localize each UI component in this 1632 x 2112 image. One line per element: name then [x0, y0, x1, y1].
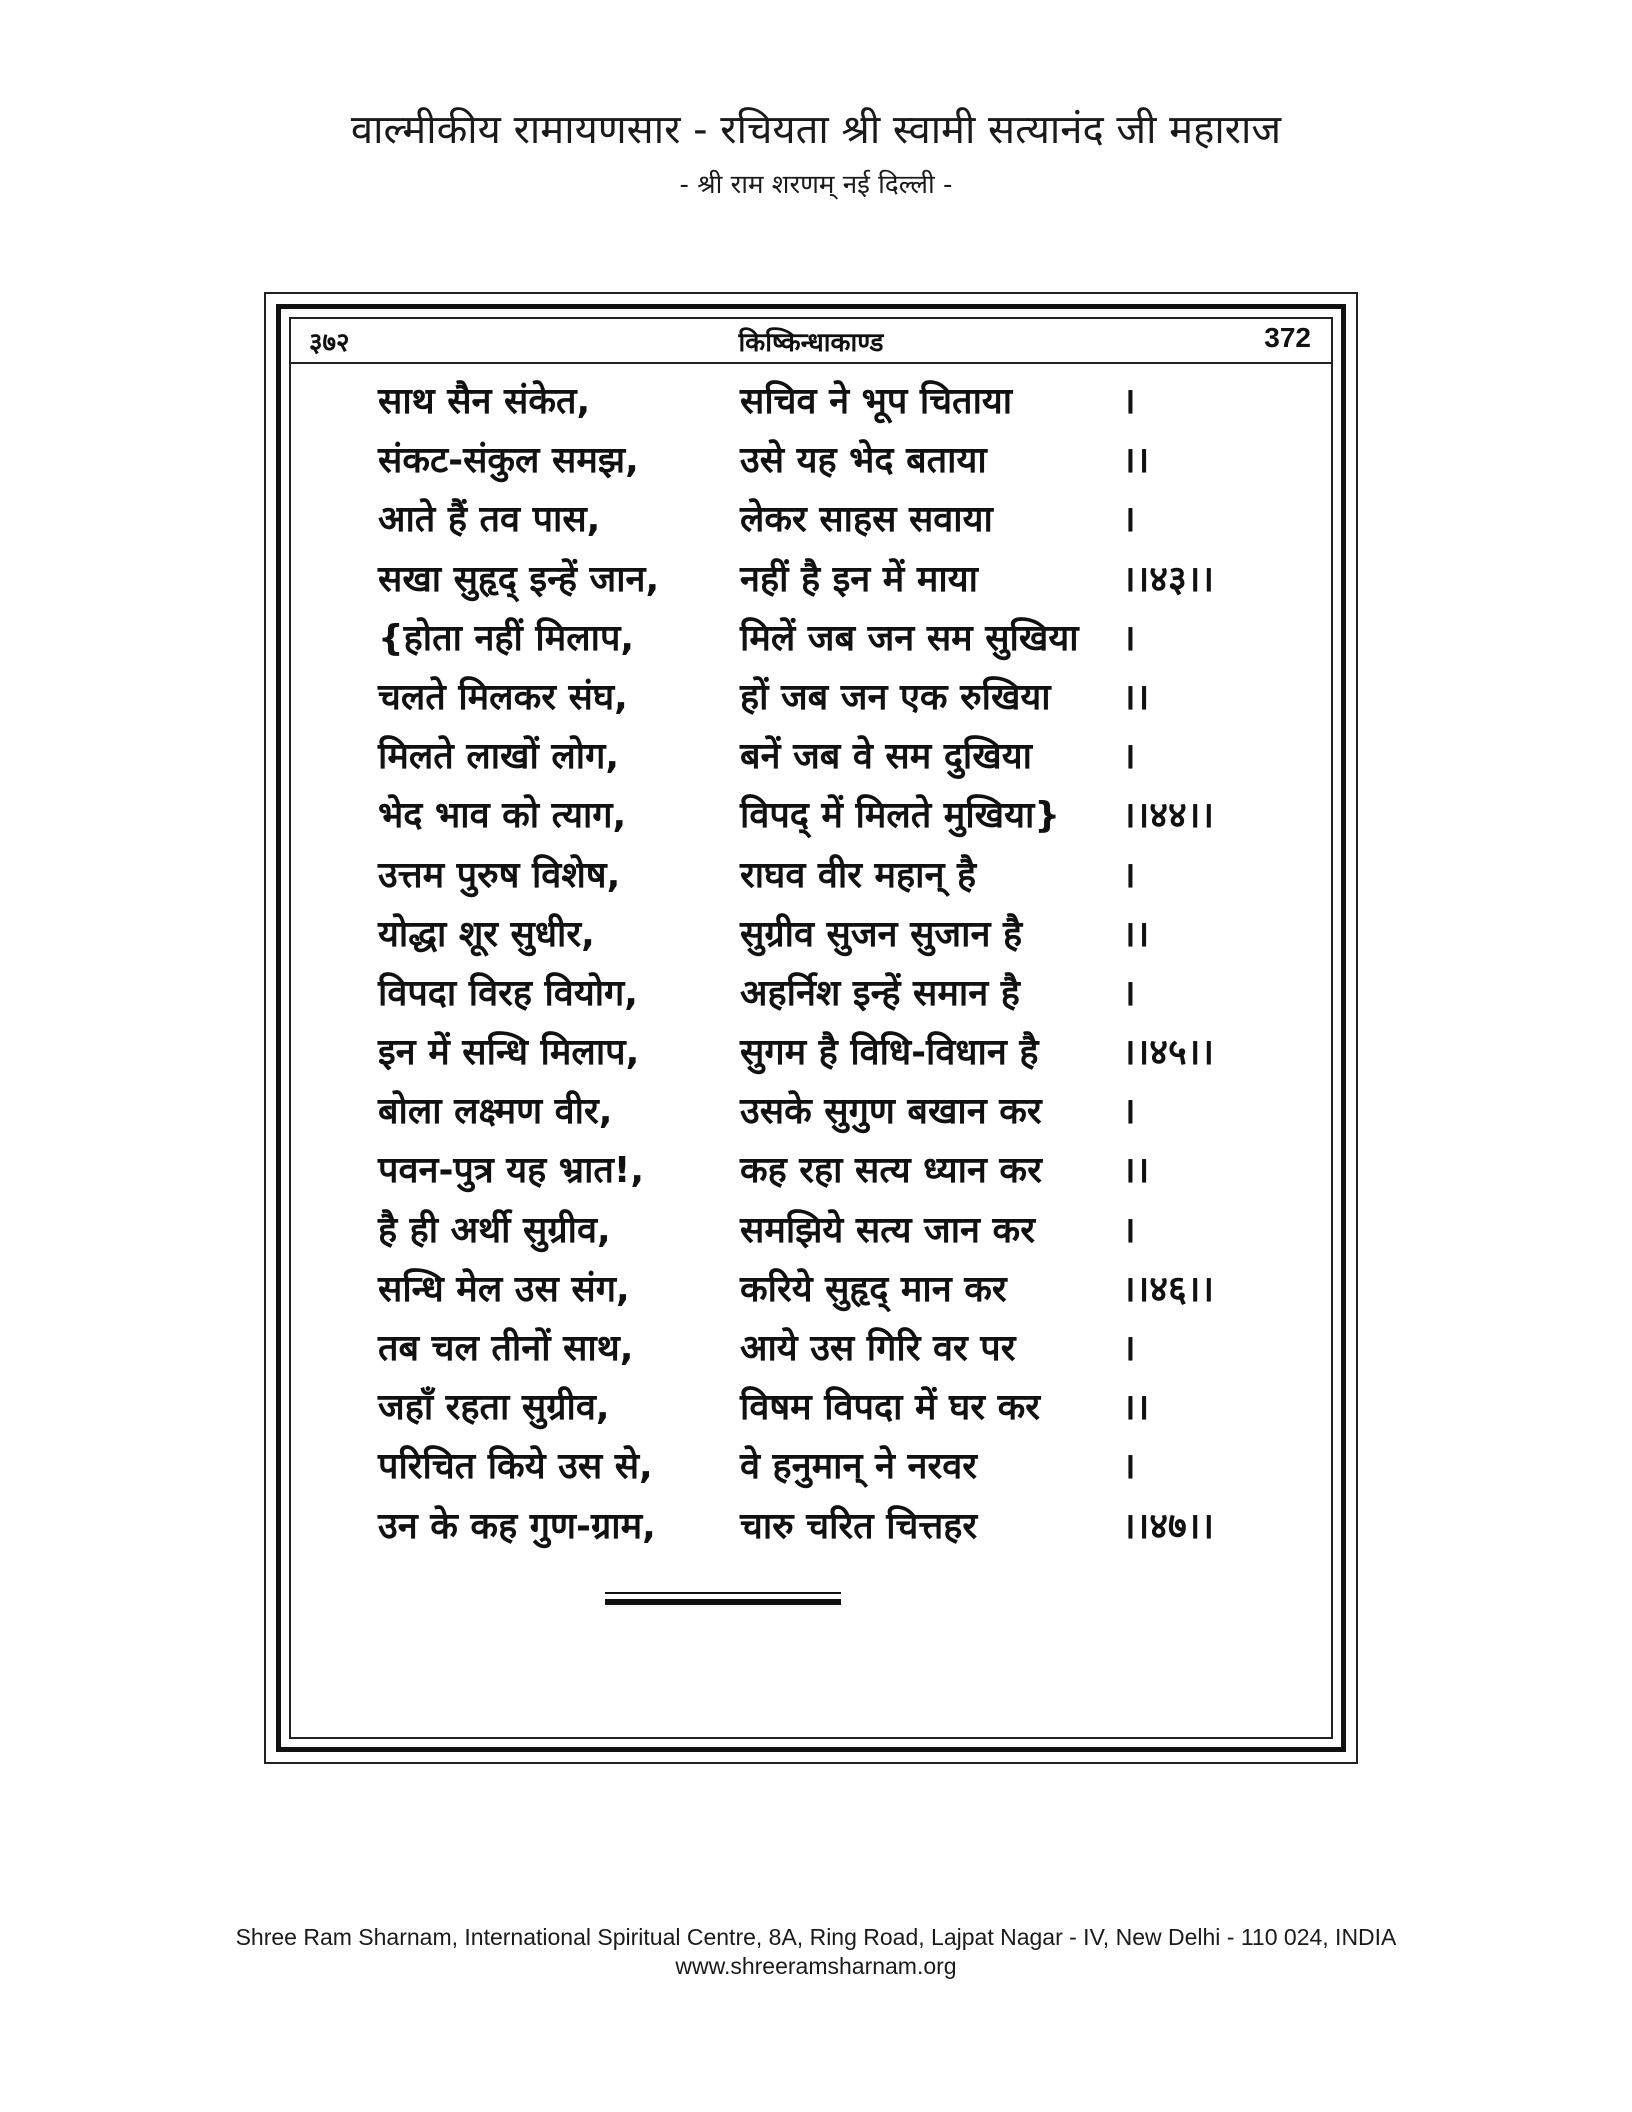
verse-line	[378, 377, 1258, 436]
verse-end-mark: ।	[1122, 1446, 1136, 1488]
verse-block	[378, 377, 1258, 1561]
verse-first-half: मिलते लाखों लोग,	[378, 736, 620, 778]
verse-second-half: नहीं है इन में माया	[740, 558, 978, 600]
book-subtitle: - श्री राम शरणम् नई दिल्ली -	[679, 170, 953, 200]
verse-first-half: तब चल तीनों साथ,	[378, 1328, 634, 1369]
verse-end-mark: ।।४७।।	[1122, 1505, 1215, 1547]
verse-line	[378, 673, 1258, 732]
verse-first-half: बोला लक्ष्मण वीर,	[378, 1091, 613, 1133]
verse-end-mark: ।।	[1122, 676, 1150, 718]
verse-second-half: उसके सुगुण बखान कर	[740, 1091, 1042, 1133]
verse-second-half: उसे यह भेद बताया	[740, 440, 987, 482]
verse-line	[378, 910, 1258, 969]
verse-second-half: मिलें जब जन सम सुखिया	[740, 617, 1079, 659]
verse-line	[378, 1442, 1258, 1501]
verse-first-half: {होता नहीं मिलाप,	[378, 617, 635, 659]
verse-end-mark: ।।४६।।	[1122, 1268, 1215, 1310]
verse-first-half: विपदा विरह वियोग,	[378, 972, 638, 1014]
verse-end-mark: ।	[1122, 736, 1136, 778]
verse-line	[378, 1265, 1258, 1324]
verse-line	[378, 1502, 1258, 1561]
verse-first-half: योद्धा शूर सुधीर,	[378, 913, 595, 955]
verse-end-mark: ।।	[1122, 1150, 1150, 1192]
verse-first-half: पवन-पुत्र यह भ्रात!,	[378, 1150, 645, 1192]
verse-end-mark: ।।४४।।	[1122, 795, 1215, 837]
verse-second-half: बनें जब वे सम दुखिया	[740, 736, 1032, 778]
verse-second-half: करिये सुहृद् मान कर	[740, 1268, 1007, 1310]
verse-end-mark: ।	[1122, 1091, 1136, 1133]
page-header	[291, 318, 1331, 364]
verse-line	[378, 1206, 1258, 1265]
verse-second-half: सुग्रीव सुजन सुजान है	[740, 913, 1023, 955]
verse-end-mark: ।	[1122, 381, 1136, 422]
verse-second-half: हों जब जन एक रुखिया	[740, 676, 1051, 718]
verse-end-mark: ।।	[1122, 440, 1150, 482]
verse-second-half: अहर्निश इन्हें समान है	[740, 972, 1020, 1014]
end-rule-thin	[605, 1592, 841, 1594]
verse-second-half: आये उस गिरि वर पर	[740, 1328, 1016, 1369]
page-number-english: 372	[1264, 322, 1311, 353]
verse-line	[378, 614, 1258, 673]
verse-line	[378, 969, 1258, 1028]
verse-end-mark: ।	[1122, 1328, 1136, 1369]
verse-first-half: सन्धि मेल उस संग,	[378, 1268, 630, 1310]
verse-end-mark: ।	[1122, 854, 1136, 896]
verse-second-half: सुगम है विधि-विधान है	[740, 1032, 1039, 1074]
verse-line	[378, 436, 1258, 495]
verse-line	[378, 791, 1258, 850]
verse-line	[378, 1087, 1258, 1146]
verse-end-mark: ।।	[1122, 1387, 1150, 1429]
verse-line	[378, 851, 1258, 910]
verse-first-half: चलते मिलकर संघ,	[378, 676, 628, 718]
footer-address: Shree Ram Sharnam, International Spiritual Centre, 8A, Ring Road, Lajpat Nagar - IV, New Delhi - 110 024, INDIA	[235, 1924, 1397, 1950]
verse-first-half: भेद भाव को त्याग,	[378, 795, 627, 837]
verse-first-half: जहाँ रहता सुग्रीव,	[378, 1387, 610, 1429]
verse-end-mark: ।।४३।।	[1122, 558, 1215, 600]
verse-second-half: विषम विपदा में घर कर	[740, 1387, 1040, 1429]
verse-first-half: साथ सैन संकेत,	[378, 381, 591, 422]
verse-first-half: है ही अर्थी सुग्रीव,	[378, 1209, 611, 1251]
verse-line	[378, 732, 1258, 791]
verse-second-half: विपद् में मिलते मुखिया}	[740, 795, 1060, 837]
verse-first-half: परिचित किये उस से,	[378, 1446, 653, 1488]
verse-first-half: उत्तम पुरुष विशेष,	[378, 854, 621, 896]
book-title: वाल्मीकीय रामायणसार - रचियता श्री स्वामी सत्यानंद जी महाराज	[350, 107, 1282, 153]
verse-line	[378, 555, 1258, 614]
verse-end-mark: ।	[1122, 972, 1136, 1014]
verse-second-half: समझिये सत्य जान कर	[740, 1209, 1035, 1251]
verse-line	[378, 495, 1258, 554]
footer-url: www.shreeramsharnam.org	[675, 1953, 957, 1979]
verse-second-half: चारु चरित चित्तहर	[740, 1505, 978, 1547]
verse-end-mark: ।	[1122, 617, 1136, 659]
verse-second-half: कह रहा सत्य ध्यान कर	[740, 1150, 1042, 1192]
verse-end-mark: ।।	[1122, 913, 1150, 955]
page-number-hindi: ३७२	[309, 328, 350, 358]
verse-second-half: सचिव ने भूप चिताया	[740, 381, 1013, 422]
verse-second-half: वे हनुमान् ने नरवर	[740, 1446, 977, 1488]
verse-line	[378, 1324, 1258, 1383]
verse-first-half: उन के कह गुण-ग्राम,	[378, 1505, 656, 1547]
verse-end-mark: ।	[1122, 499, 1136, 541]
end-rule-thick	[605, 1599, 841, 1605]
verse-first-half: संकट-संकुल समझ,	[378, 440, 639, 482]
verse-first-half: इन में सन्धि मिलाप,	[378, 1032, 640, 1074]
verse-end-mark: ।।४५।।	[1122, 1032, 1215, 1074]
verse-second-half: राघव वीर महान् है	[740, 854, 977, 896]
verse-line	[378, 1383, 1258, 1442]
verse-first-half: सखा सुहृद् इन्हें जान,	[378, 558, 660, 600]
verse-second-half: लेकर साहस सवाया	[740, 499, 993, 541]
verse-line	[378, 1146, 1258, 1205]
section-title: किष्किन्धाकाण्ड	[738, 328, 884, 358]
verse-first-half: आते हैं तव पास,	[378, 499, 601, 541]
verse-line	[378, 1028, 1258, 1087]
verse-end-mark: ।	[1122, 1209, 1136, 1251]
